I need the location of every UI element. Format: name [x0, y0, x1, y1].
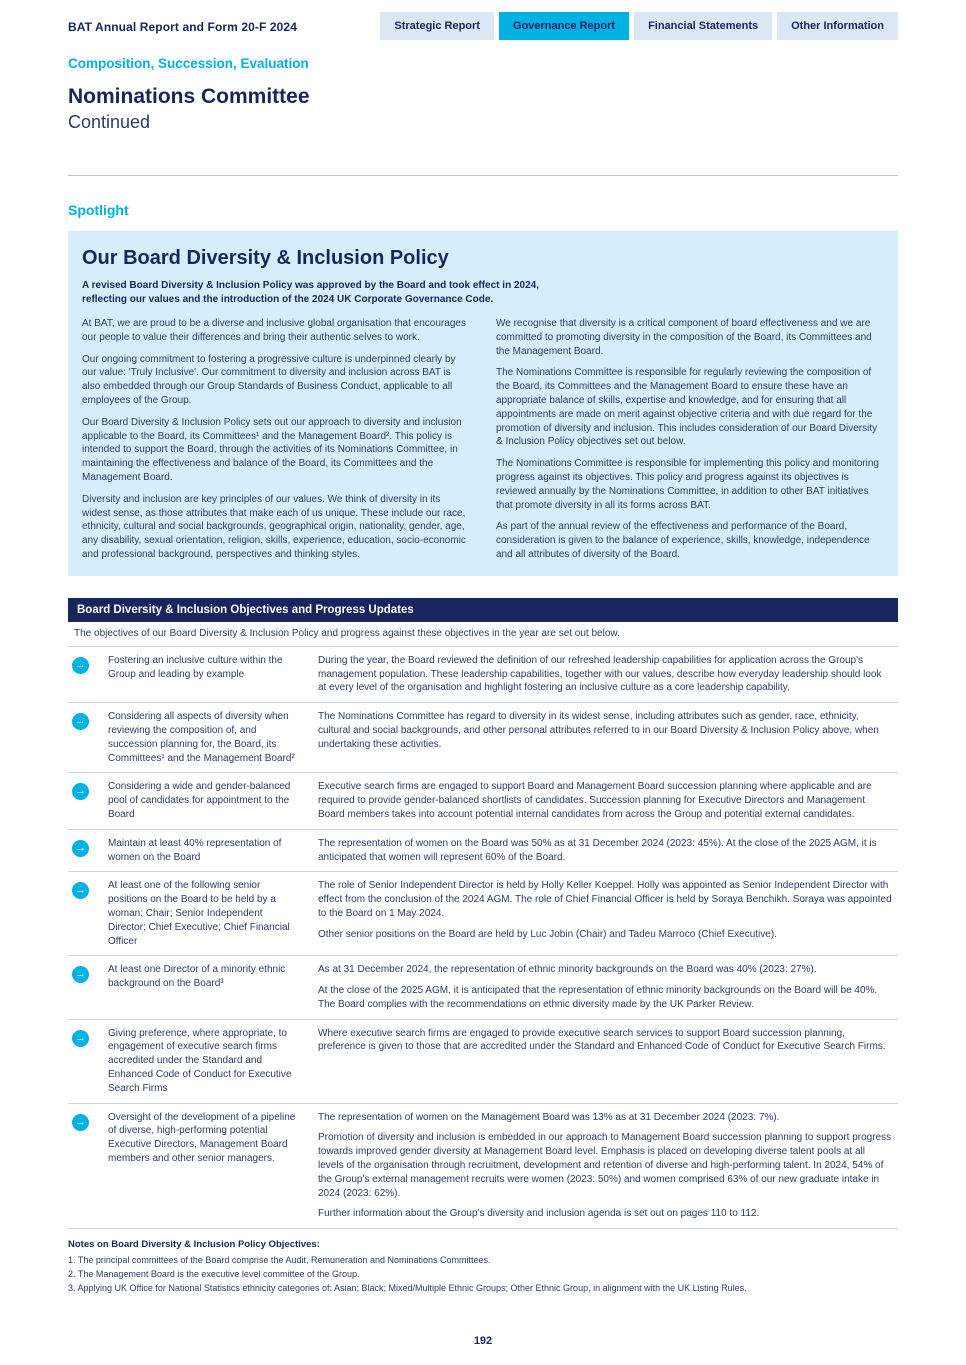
objective-row: [68, 703, 898, 773]
arrow-right-icon: →: [72, 840, 89, 857]
tab-financial-statements[interactable]: Financial Statements: [634, 12, 772, 40]
objective-text: Maintain at least 40% representation of women on the Board: [108, 837, 282, 863]
arrow-right-icon: →: [72, 713, 89, 730]
objective-icon-cell: [72, 879, 108, 948]
spotlight-left-column: [82, 317, 470, 562]
spotlight-right-column: [496, 317, 884, 562]
arrow-right-icon: →: [72, 783, 89, 800]
objective-text: At least one Director of a minority ethnic background on the Board³: [108, 964, 286, 990]
objective-icon-cell: [72, 837, 108, 865]
objective-text: Oversight of the development of a pipeline of diverse, high-performing potential Executive Directors, Management Board members and other senior managers.: [108, 1111, 296, 1165]
objective-icon-cell: [72, 1111, 108, 1222]
arrow-right-icon: →: [72, 1030, 89, 1047]
spotlight-paragraph: Our ongoing commitment to fostering a progressive culture is underpinned clearly by our value: 'Truly Inclusive'. Our commitment to diversity and inclusion across BAT is also embedded through our Group Standards of Business Conduct, applicable to all employees of the Group.: [82, 353, 456, 406]
arrow-right-icon: →: [72, 966, 89, 983]
report-title: BAT Annual Report and Form 20-F 2024: [68, 20, 297, 34]
top-header: [68, 12, 898, 40]
objective-text: Giving preference, where appropriate, to engagement of executive search firms accredited under the Standard and Enhanced Code of Conduct for Executive Search Firms: [108, 1027, 292, 1094]
tab-governance-report[interactable]: Governance Report: [499, 12, 629, 40]
divider: [68, 175, 898, 176]
objective-icon-cell: [72, 963, 108, 1011]
note-item: 2. The Management Board is the executive level committee of the Group.: [68, 1269, 360, 1280]
objective-text: Considering all aspects of diversity when reviewing the composition of, and succession planning for, the Board, its Committees¹ and the Management Board²: [108, 711, 295, 764]
progress-paragraph: The representation of women on the Management Board was 13% as at 31 December 2024 (2023: 7%).: [318, 1111, 780, 1123]
arrow-right-icon: →: [72, 657, 89, 674]
page-number: 192: [473, 1335, 493, 1347]
objective-text: Considering a wide and gender-balanced pool of candidates for appointment to the Board: [108, 781, 291, 820]
tab-strategic-report[interactable]: Strategic Report: [380, 12, 494, 40]
objective-progress: [318, 780, 894, 821]
objective-progress: [318, 963, 894, 1011]
objective-progress: [318, 879, 894, 948]
objective-icon-cell: [72, 710, 108, 765]
progress-paragraph: Promotion of diversity and inclusion is embedded in our approach to Management Board succession planning to support progress towards improved gender diversity at Management Board level. Emphasis is placed on developing diverse talent pools at all levels of the organisation through recruitment, development and retention of diverse and high-performing talent. In 2024, 54% of the Group's external management recruits were women (2023: 50%) and women comprised 63% of our new graduate intake in 2024 (2023: 62%).: [318, 1132, 892, 1199]
progress-paragraph: At the close of the 2025 AGM, it is anticipated that the representation of ethnic minority backgrounds on the Board will be 40%. The Board complies with the recommendations on ethnic diversity made by the UK Parker Review.: [318, 985, 878, 1010]
note-item: 1. The principal committees of the Board comprise the Audit, Remuneration and Nominations Committees.: [68, 1255, 491, 1266]
spotlight-intro: A revised Board Diversity & Inclusion Policy was approved by the Board and took effect in 2024, reflecting our values and the introduction of the 2024 UK Corporate Governance Code.: [82, 280, 539, 305]
progress-paragraph: The representation of women on the Board was 50% as at 31 December 2024 (2023: 45%). At the close of the 2025 AGM, it is anticipated that women will represent 60% of the Board.: [318, 837, 877, 863]
objective-row: [68, 1020, 898, 1104]
objective-text: Fostering an inclusive culture within the Group and leading by example: [108, 654, 283, 680]
objectives-table-header: Board Diversity & Inclusion Objectives and Progress Updates: [68, 598, 898, 622]
spotlight-box: [68, 231, 898, 576]
spotlight-paragraph: Diversity and inclusion are key principles of our values. We think of diversity in its widest sense, as those attributes that make each of us unique. These include our race, ethnicity, cultural and social backgrounds, geographical origin, nationality, gender, age, any disability, sexual orientation, religion, skills, experience, education, socio-economic and professional background, perspectives and thinking styles.: [82, 493, 466, 560]
objective-progress: [318, 1027, 894, 1096]
progress-paragraph: Other senior positions on the Board are held by Luc Jobin (Chair) and Tadeu Marroco (Chief Executive).: [318, 928, 777, 940]
spotlight-paragraph: The Nominations Committee is responsible for implementing this policy and monitoring progress against its objectives. This policy and progress against its objectives is reviewed annually by the Nominations Committee, in addition to other BAT initiatives that promote diversity in all its forms across BAT.: [496, 458, 879, 511]
objective-progress: [318, 654, 894, 695]
objective-text: At least one of the following senior positions on the Board to be held by a woman: Chair; Senior Independent Director; Chief Executive; Chief Financial Officer: [108, 880, 290, 947]
progress-paragraph: Where executive search firms are engaged to provide executive search services to support Board succession planning, preference is given to those that are accredited under the Standard and Enhanced Code of Conduct for Executive Search Firms.: [318, 1027, 886, 1053]
section-tabs: [380, 12, 898, 40]
page-footer: [0, 1335, 966, 1347]
arrow-right-icon: →: [72, 1114, 89, 1131]
page-title: Nominations Committee: [68, 85, 310, 108]
objective-row: [68, 830, 898, 873]
objective-icon-cell: [72, 1027, 108, 1096]
objective-row: [68, 956, 898, 1019]
spotlight-paragraph: At BAT, we are proud to be a diverse and inclusive global organisation that encourages our people to value their differences and bring their authentic selves to work.: [82, 318, 466, 343]
objective-row: [68, 647, 898, 703]
section-label: Composition, Succession, Evaluation: [68, 56, 309, 71]
spotlight-paragraph: The Nominations Committee is responsible for regularly reviewing the composition of the Board, its Committees and the Management Board to ensure these have an appropriate balance of skills, expertise and knowledge, and for ensuring that all appointments are made on merit against objective criteria and with due regard for the promotion of diversity and inclusion. This includes consideration of our Board Diversity & Inclusion Policy objectives set out below.: [496, 367, 878, 448]
notes-list: [68, 1254, 898, 1296]
progress-paragraph: As at 31 December 2024, the representation of ethnic minority backgrounds on the Board was 40% (2023: 27%).: [318, 964, 817, 976]
spotlight-columns: [82, 317, 884, 562]
progress-paragraph: Executive search firms are engaged to support Board and Management Board succession planning where applicable and are required to provide gender-balanced shortlists of candidates. Succession planning for Executive Directors and Management Board members takes into account potential internal candidates from across the Group and potential external candidates.: [318, 781, 872, 820]
progress-paragraph: During the year, the Board reviewed the definition of our refreshed leadership capabilities for application across the Group's management population. These leadership capabilities, together with our values, describe how everyday leadership should look at every level of the organisation and highlight fostering an inclusive culture as a core leadership capability,: [318, 654, 882, 694]
progress-paragraph: Further information about the Group's diversity and inclusion agenda is set out on pages 110 to 112.: [318, 1208, 760, 1220]
spotlight-paragraph: We recognise that diversity is a critical component of board effectiveness and we are committed to promoting diversity in the composition of the Board, its Committees and the Management Board.: [496, 318, 872, 357]
progress-paragraph: The role of Senior Independent Director is held by Holly Keller Koeppel. Holly was appointed as Senior Independent Director with effect from the conclusion of the 2024 AGM. The role of Chief Financial Officer is held by Soraya Benchikh. Soraya was appointed to the Board on 1 May 2024.: [318, 880, 892, 919]
objective-row: [68, 872, 898, 956]
objective-icon-cell: [72, 654, 108, 695]
objective-progress: [318, 1111, 894, 1222]
spotlight-paragraph: Our Board Diversity & Inclusion Policy sets out our approach to diversity and inclusion applicable to the Board, its Committees¹ and the Management Board². This policy is intended to support the Board, through the activities of its Nominations Committee, in maintaining the effectiveness and balance of the Board, its Committees and the Management Board.: [82, 416, 462, 483]
progress-paragraph: The Nominations Committee has regard to diversity in its widest sense, including attributes such as gender, race, ethnicity, cultural and social backgrounds, and other personal attributes referred to in our Board Diversity & Inclusion Policy above, when undertaking these activities.: [318, 711, 879, 750]
spotlight-title: Our Board Diversity & Inclusion Policy: [82, 247, 449, 269]
objective-progress: [318, 710, 894, 765]
page-subtitle: Continued: [68, 112, 151, 132]
tab-other-information[interactable]: Other Information: [777, 12, 898, 40]
objectives-table: [68, 647, 898, 1230]
spotlight-paragraph: As part of the annual review of the effectiveness and performance of the Board, consideration is given to the balance of experience, skills, knowledge, independence and all attributes of diversity of the Board.: [496, 521, 870, 560]
objectives-intro: The objectives of our Board Diversity & Inclusion Policy and progress against these objectives in the year are set out below.: [68, 622, 898, 647]
notes-section: [68, 1239, 898, 1296]
objective-row: [68, 1104, 898, 1230]
arrow-right-icon: →: [72, 882, 89, 899]
spotlight-label: Spotlight: [68, 202, 129, 218]
objective-icon-cell: [72, 780, 108, 821]
notes-title: Notes on Board Diversity & Inclusion Policy Objectives:: [68, 1239, 320, 1251]
objective-row: [68, 773, 898, 829]
objective-progress: [318, 837, 894, 865]
note-item: 3. Applying UK Office for National Statistics ethnicity categories of: Asian; Black; Mixed/Multiple Ethnic Groups; Other Ethnic Group, in alignment with the UK Listing Rules.: [68, 1283, 747, 1294]
